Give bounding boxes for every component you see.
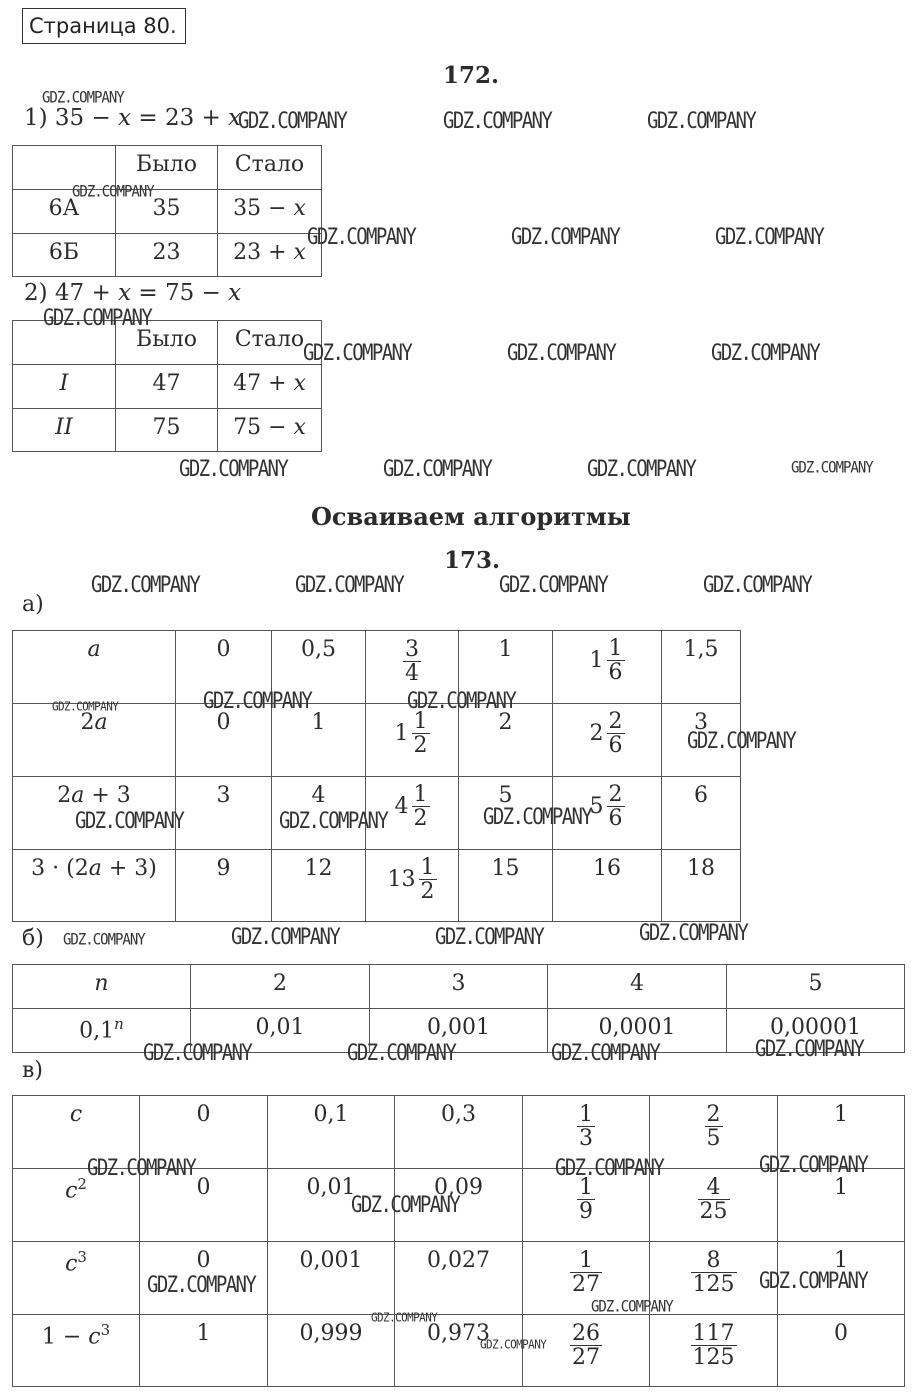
eq-var: x [228,280,242,306]
row-header-cell: $c^2$ [13,1169,140,1242]
table-cell [13,365,116,409]
watermark: GDZ.COMPANY [52,699,119,714]
watermark: GDZ.COMPANY [647,108,756,134]
table-cell: 5 [459,777,553,850]
table-cell: 0,027 [395,1242,523,1315]
table-cell [13,409,116,452]
watermark: GDZ.COMPANY [231,924,340,950]
table-cell: 2 $\frac{2}{6}$ [553,704,662,777]
table-cell: 75 [116,409,218,452]
watermark: GDZ.COMPANY [179,456,288,482]
table-cell: 13 $\frac{1}{2}$ [366,850,459,922]
table-cell: 1 $\frac{1}{6}$ [553,631,662,704]
watermark: GDZ.COMPANY [791,458,873,478]
watermark: GDZ.COMPANY [499,572,608,598]
section-title: Осваиваем алгоритмы [311,502,631,531]
part-label: 1) [24,105,48,131]
table-cell: $\frac{1}{27}$ [523,1242,650,1315]
table-cell: Было [116,321,218,365]
eq-term: = 23 + [131,105,229,131]
table-cell: 75 − x [218,409,322,452]
watermark: GDZ.COMPANY [715,224,824,250]
table-cell: 47 [116,365,218,409]
table-cell: 0,001 [370,1009,548,1053]
task-173-number: 173. [444,547,501,574]
watermark: GDZ.COMPANY [759,1152,868,1178]
table-cell: 12 [272,850,366,922]
table-cell: $\frac{1}{9}$ [523,1169,650,1242]
table-cell: 1 [272,704,366,777]
table-cell: 1 [459,631,553,704]
table-cell: 1 [140,1315,268,1387]
table-cell: $\frac{4}{25}$ [650,1169,778,1242]
table-cell: 0 [176,704,272,777]
watermark: GDZ.COMPANY [551,1040,660,1066]
table-cell: $\frac{3}{4}$ [366,631,459,704]
table-cell: 4 [548,965,727,1009]
watermark: GDZ.COMPANY [383,456,492,482]
watermark: GDZ.COMPANY [63,930,145,950]
table-cell: 16 [553,850,662,922]
table-cell: 23 + x [218,234,322,277]
part-label: 2) [24,280,48,306]
table-cell: 6Б [13,234,116,277]
watermark: GDZ.COMPANY [703,572,812,598]
table-cell: 35 − x [218,190,322,234]
table-cell: 0,01 [268,1169,395,1242]
part-a-label: а) [22,592,44,617]
row-header-cell: n [13,965,191,1009]
table-cell: $\frac{26}{27}$ [523,1315,650,1387]
table-cell: $\frac{8}{125}$ [650,1242,778,1315]
watermark: GDZ.COMPANY [483,804,592,830]
table-cell: 1,5 [662,631,741,704]
table-cell: 0,3 [395,1096,523,1169]
watermark: GDZ.COMPANY [43,305,152,331]
watermark: GDZ.COMPANY [295,572,404,598]
table-cell: 0 [140,1242,268,1315]
table-173-c [12,1095,905,1387]
table-cell: 6 [662,777,741,850]
table-cell: 18 [662,850,741,922]
table-cell: 2 [191,965,370,1009]
roman-numeral: II [55,415,73,440]
table-cell: 3 [370,965,548,1009]
table-cell: 1 [778,1096,905,1169]
row-header-cell: 2a + 3 [13,777,176,850]
eq-var: x [118,280,132,306]
table-172-2 [12,320,322,452]
table-cell: 4 [272,777,366,850]
task-172-equation-1 [24,105,241,131]
watermark: GDZ.COMPANY [511,224,620,250]
table-cell: 15 [459,850,553,922]
watermark: GDZ.COMPANY [435,924,544,950]
watermark: GDZ.COMPANY [759,1268,868,1294]
table-cell: 35 [116,190,218,234]
watermark: GDZ.COMPANY [351,1192,460,1218]
watermark: GDZ.COMPANY [279,808,388,834]
table-cell: 0 [778,1315,905,1387]
watermark: GDZ.COMPANY [143,1040,252,1066]
watermark: GDZ.COMPANY [75,808,184,834]
eq-term: = 75 − [131,280,229,306]
table-cell: 0,09 [395,1169,523,1242]
watermark: GDZ.COMPANY [72,182,154,202]
eq-var: x [118,105,132,131]
row-header-cell: $c^3$ [13,1242,140,1315]
table-cell: 0,01 [191,1009,370,1053]
watermark: GDZ.COMPANY [307,224,416,250]
table-cell: 0,001 [268,1242,395,1315]
watermark: GDZ.COMPANY [587,456,696,482]
task-172-equation-2 [24,280,241,306]
table-cell: 0,5 [272,631,366,704]
table-cell: 1 [778,1242,905,1315]
table-cell: 1 $\frac{1}{2}$ [366,704,459,777]
table-cell: Стало [218,321,322,365]
watermark: GDZ.COMPANY [347,1040,456,1066]
table-cell: 0,1 [268,1096,395,1169]
eq-term: 35 − [54,105,119,131]
row-header-cell: a [13,631,176,704]
table-cell: 3 [176,777,272,850]
table-cell: 0 [140,1096,268,1169]
watermark: GDZ.COMPANY [303,340,412,366]
table-cell: Было [116,146,218,190]
watermark: GDZ.COMPANY [480,1337,547,1352]
watermark: GDZ.COMPANY [371,1310,438,1325]
table-cell: 2 [459,704,553,777]
table-cell: $\frac{2}{5}$ [650,1096,778,1169]
watermark: GDZ.COMPANY [755,1036,864,1062]
table-cell: 0,0001 [548,1009,727,1053]
table-cell: 9 [176,850,272,922]
table-cell: 0,999 [268,1315,395,1387]
watermark: GDZ.COMPANY [238,108,347,134]
table-cell: 47 + x [218,365,322,409]
watermark: GDZ.COMPANY [91,572,200,598]
table-cell: 0,00001 [727,1009,905,1053]
table-cell: $\frac{117}{125}$ [650,1315,778,1387]
table-cell: Стало [218,146,322,190]
table-cell: 4 $\frac{1}{2}$ [366,777,459,850]
watermark: GDZ.COMPANY [203,688,312,714]
table-173-a [12,630,741,922]
roman-numeral: I [59,371,69,396]
eq-term: 47 + [54,280,119,306]
task-172-number: 172. [443,62,500,89]
watermark: GDZ.COMPANY [42,88,124,108]
watermark: GDZ.COMPANY [711,340,820,366]
part-b-label: б) [22,926,44,951]
watermark: GDZ.COMPANY [443,108,552,134]
watermark: GDZ.COMPANY [687,728,796,754]
watermark: GDZ.COMPANY [87,1155,196,1181]
watermark: GDZ.COMPANY [147,1272,256,1298]
watermark: GDZ.COMPANY [555,1155,664,1181]
part-c-label: в) [22,1058,43,1083]
row-header-cell: $1 - c^3$ [13,1315,140,1387]
watermark: GDZ.COMPANY [407,688,516,714]
row-header-cell: c [13,1096,140,1169]
table-cell: 0,973 [395,1315,523,1387]
watermark: GDZ.COMPANY [507,340,616,366]
eq-var: x [228,105,242,131]
table-cell: 0 [140,1169,268,1242]
watermark: GDZ.COMPANY [591,1297,673,1317]
row-header-cell: 2a [13,704,176,777]
row-header-cell: 3 · (2a + 3) [13,850,176,922]
table-cell: 0 [176,631,272,704]
table-cell: 1 [778,1169,905,1242]
table-cell: 3 [662,704,741,777]
table-cell: 23 [116,234,218,277]
row-header-cell: 0,1$^n$ [13,1009,191,1053]
table-cell: 6А [13,190,116,234]
table-cell: 5 $\frac{2}{6}$ [553,777,662,850]
table-172-1 [12,145,322,277]
page-label: Страница 80. [22,8,186,44]
table-cell: $\frac{1}{3}$ [523,1096,650,1169]
watermark: GDZ.COMPANY [639,920,748,946]
table-cell: 5 [727,965,905,1009]
